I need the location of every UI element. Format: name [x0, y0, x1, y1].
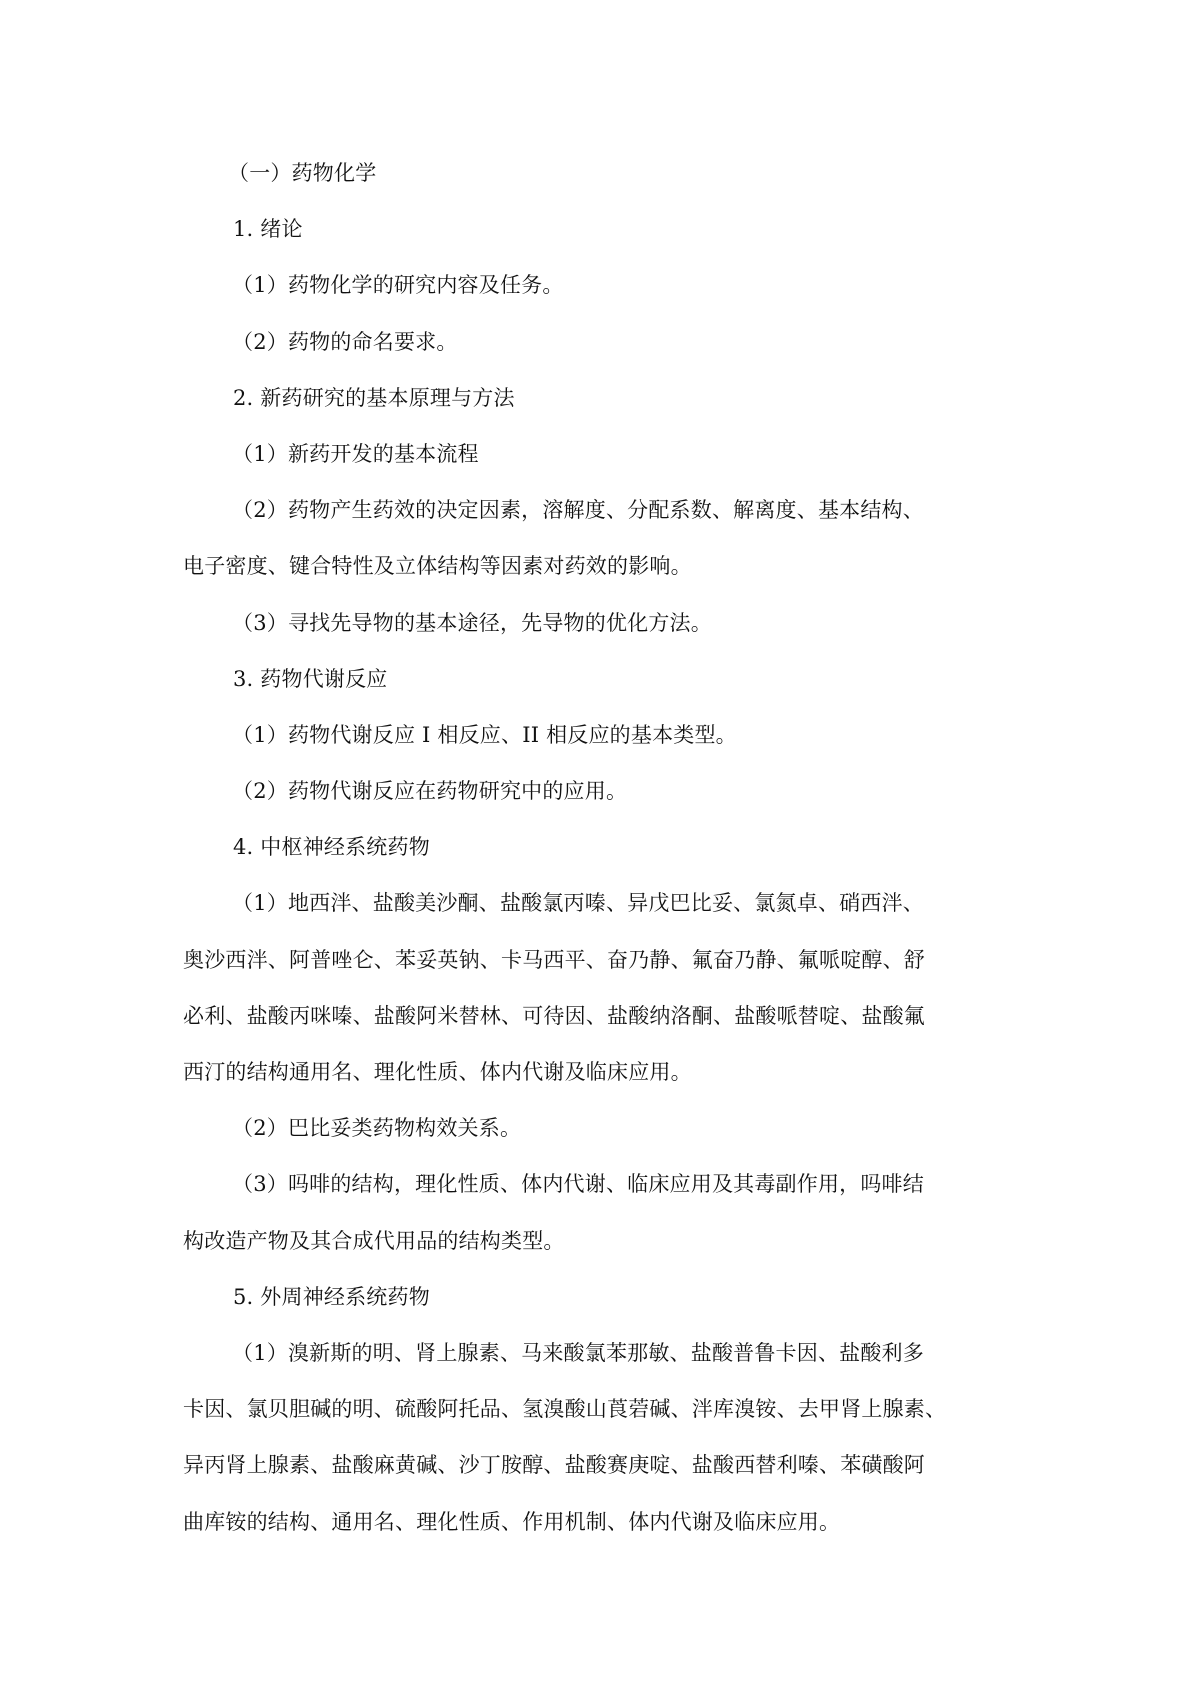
list-item-continuation: 卡因、氯贝胆碱的明、硫酸阿托品、氢溴酸山莨菪碱、泮库溴铵、去甲肾上腺素、: [183, 1397, 947, 1422]
list-item: （1）药物代谢反应 I 相反应、II 相反应的基本类型。: [232, 722, 737, 747]
list-item-continuation: 电子密度、键合特性及立体结构等因素对药效的影响。: [183, 554, 692, 579]
list-item: （2）药物的命名要求。: [232, 329, 458, 354]
chapter-heading: 5. 外周神经系统药物: [233, 1284, 430, 1309]
chapter-heading: 1. 绪论: [233, 217, 303, 242]
list-item: （3）寻找先导物的基本途径，先导物的优化方法。: [232, 610, 712, 635]
list-item-continuation: 必利、盐酸丙咪嗪、盐酸阿米替林、可待因、盐酸纳洛酮、盐酸哌替啶、盐酸氟: [183, 1003, 925, 1028]
section-title: （一）药物化学: [228, 161, 377, 185]
list-item: （1）溴新斯的明、肾上腺素、马来酸氯苯那敏、盐酸普鲁卡因、盐酸利多: [232, 1340, 924, 1365]
list-item: （2）药物产生药效的决定因素，溶解度、分配系数、解离度、基本结构、: [232, 498, 924, 523]
list-item-continuation: 构改造产物及其合成代用品的结构类型。: [183, 1228, 565, 1253]
chapter-heading: 4. 中枢神经系统药物: [233, 835, 430, 860]
list-item: （1）地西泮、盐酸美沙酮、盐酸氯丙嗪、异戊巴比妥、氯氮卓、硝西泮、: [232, 891, 924, 916]
list-item: （1）药物化学的研究内容及任务。: [232, 273, 564, 298]
list-item: （2）巴比妥类药物构效关系。: [232, 1116, 522, 1141]
list-item: （1）新药开发的基本流程: [232, 441, 479, 466]
list-item: （3）吗啡的结构，理化性质、体内代谢、临床应用及其毒副作用，吗啡结: [232, 1172, 924, 1197]
list-item: （2）药物代谢反应在药物研究中的应用。: [232, 779, 628, 804]
list-item-continuation: 奥沙西泮、阿普唑仑、苯妥英钠、卡马西平、奋乃静、氟奋乃静、氟哌啶醇、舒: [183, 947, 925, 972]
list-item-continuation: 曲库铵的结构、通用名、理化性质、作用机制、体内代谢及临床应用。: [183, 1509, 841, 1534]
chapter-heading: 3. 药物代谢反应: [233, 666, 388, 691]
list-item-continuation: 异丙肾上腺素、盐酸麻黄碱、沙丁胺醇、盐酸赛庚啶、盐酸西替利嗪、苯磺酸阿: [183, 1453, 925, 1478]
document-body: [183, 145, 1023, 1550]
list-item-continuation: 西汀的结构通用名、理化性质、体内代谢及临床应用。: [183, 1060, 692, 1084]
chapter-heading: 2. 新药研究的基本原理与方法: [233, 385, 515, 410]
